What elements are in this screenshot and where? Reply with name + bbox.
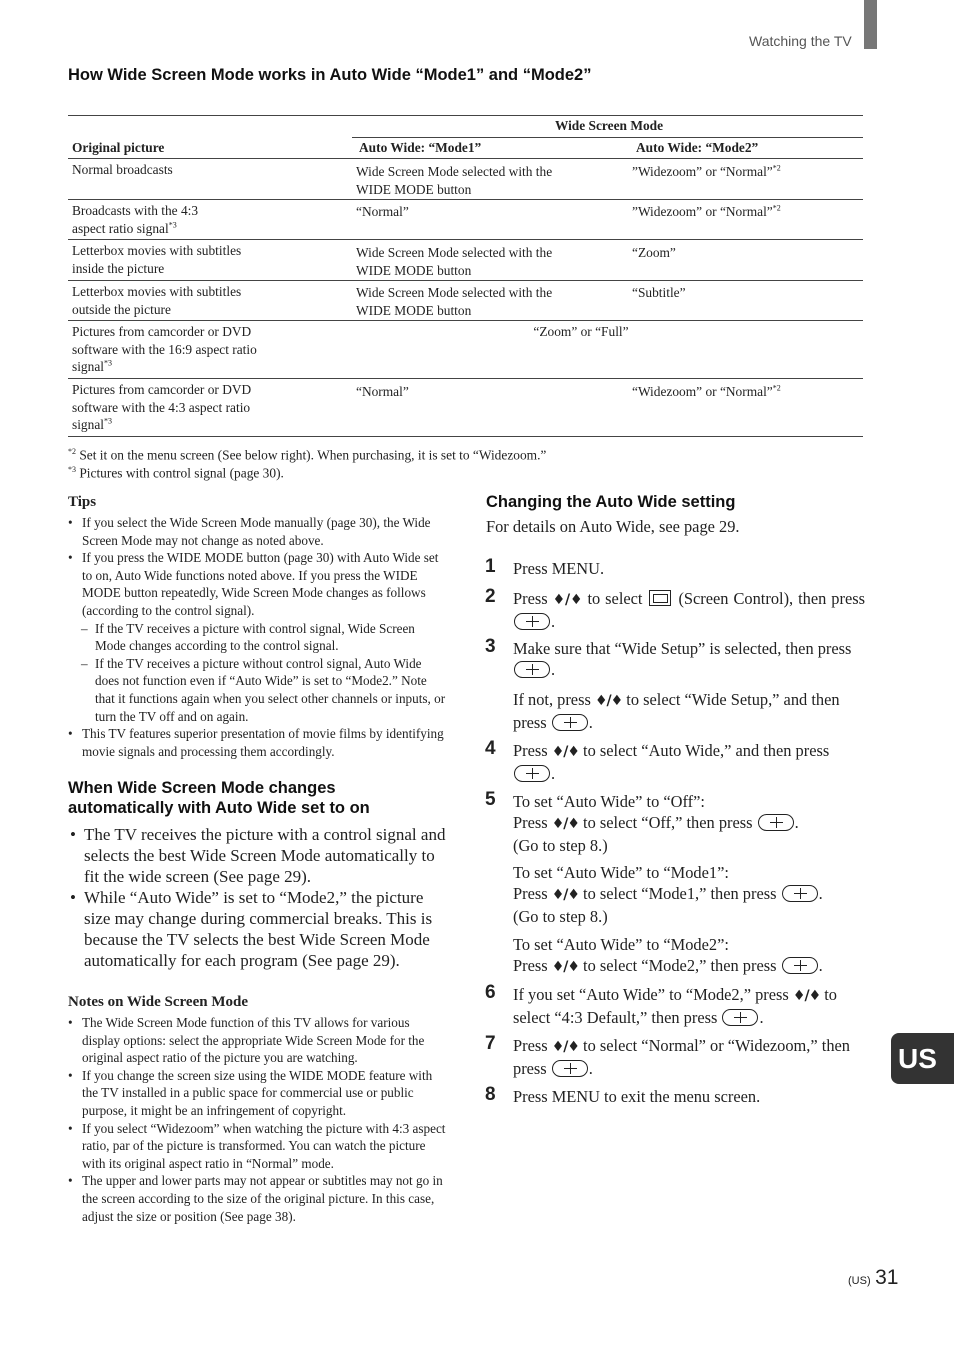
col-original: Original picture [72,140,165,155]
list-item: • The Wide Screen Mode function of this TV allows for various display options: select the appropriate Wide Screen Mode for the original aspect ratio of the picture you are watching. [68,1014,446,1067]
enter-button-icon [552,714,588,731]
step-number: 1 [485,556,496,577]
notes-heading: Notes on Wide Screen Mode [68,994,248,1010]
section-title: Watching the TV [749,33,852,49]
changing-heading: Changing the Auto Wide setting [486,493,736,511]
step-number: 7 [485,1033,496,1054]
table-rule [68,280,863,281]
row-mode1: Wide Screen Mode selected with the WIDE MODE button [356,164,553,197]
enter-button-icon [514,765,550,782]
col-mode1: Auto Wide: “Mode1” [359,140,482,155]
footnote: $^{*2}$ Set it on the menu screen (See below right). When purchasing, it is set to “Widezoom.” [68,447,547,463]
page-number: (US) 31 [848,1266,899,1289]
list-item: – If the TV receives a picture without control signal, Auto Wide does not function even if “Auto Wide” is set to “Mode2.” Note that it functions again when you select other channels or inputs, or turn the TV off and on again. [68,655,446,725]
step-number: 3 [485,636,496,657]
table-title: How Wide Screen Mode works in Auto Wide “Mode1” and “Mode2” [68,66,592,84]
step-number: 5 [485,789,496,810]
enter-button-icon [722,1009,758,1026]
row-original: Pictures from camcorder or DVD software with the 16:9 aspect ratio signal$^{*3}$ [72,324,257,374]
up-down-arrow-icon: ♦/♦ [551,887,579,903]
row-mode1: Wide Screen Mode selected with the WIDE MODE button [356,245,553,278]
row-original: Letterbox movies with subtitles outside the picture [72,284,242,317]
step-number: 8 [485,1084,496,1105]
header-bar [864,0,877,49]
table-rule [68,378,863,379]
row-original: Pictures from camcorder or DVD software with the 4:3 aspect ratio signal$^{*3}$ [72,382,252,432]
list-item: • If you select the Wide Screen Mode manually (page 30), the Wide Screen Mode may not change as noted above. [68,514,446,549]
row-mode2: “Widezoom” or “Normal”$^{*2}$ [632,383,781,399]
row-mode2: “Zoom” [632,245,676,260]
step-number: 2 [485,586,496,607]
up-down-arrow-icon: ♦/♦ [551,959,579,975]
step-5-mode1: To set “Auto Wide” to “Mode1”: Press ♦/♦ to select “Mode1,” then press . (Go to step 8.) [513,863,823,926]
step-3: Make sure that “Wide Setup” is selected, then press . [513,639,852,679]
row-mode1: “Normal” [356,204,409,219]
list-item: • This TV features superior presentation of movie films by identifying movie signals and processing them accordingly. [68,725,446,760]
row-original: Broadcasts with the 4:3 aspect ratio signal$^{*3}$ [72,203,199,236]
table-rule [68,239,863,240]
step-7: Press ♦/♦ to select “Normal” or “Widezoom,” then press . [513,1036,850,1078]
row-mode2: ”Widezoom” or “Normal”$^{*2}$ [632,203,781,219]
table-rule [68,320,863,321]
enter-button-icon [514,661,550,678]
table-rule [68,115,863,116]
step-4: Press ♦/♦ to select “Auto Wide,” and then press . [513,741,830,783]
step-1: Press MENU. [513,559,605,578]
enter-button-icon [782,957,818,974]
step-number: 6 [485,982,496,1003]
up-down-arrow-icon: ♦/♦ [552,592,583,608]
step-6: If you set “Auto Wide” to “Mode2,” press ♦/♦ to select “4:3 Default,” then press . [513,985,837,1027]
notes-list [68,1014,446,1225]
row-mode1: “Normal” [356,384,409,399]
list-item: • While “Auto Wide” is set to “Mode2,” the picture size may change during commercial breaks. This is because the TV selects the best Wide Screen Mode automatically for each program (See page 29). [68,887,448,971]
footnote: $^{*3}$ Pictures with control signal (page 30). [68,465,284,481]
row-merged: “Zoom” or “Full” [533,324,629,339]
up-down-arrow-icon: ♦/♦ [551,1039,579,1055]
auto-section-heading: When Wide Screen Mode changes automatically with Auto Wide set to on [68,779,370,817]
table-rule [68,158,863,159]
up-down-arrow-icon: ♦/♦ [792,988,821,1004]
tips-heading: Tips [68,494,97,510]
list-item: • The upper and lower parts may not appear or subtitles may not go in the screen according to the size of the original picture. In this case, adjust the size or position (See page 38). [68,1172,446,1225]
up-down-arrow-icon: ♦/♦ [551,816,579,832]
list-item: • If you change the screen size using the WIDE MODE feature with the TV installed in a public space for commercial use or public purpose, it might be an infringement of copyright. [68,1067,446,1120]
region-tab: US [891,1033,954,1084]
enter-button-icon [552,1060,588,1077]
group-header: Wide Screen Mode [554,118,664,133]
list-item: • If you select “Widezoom” when watching the picture with 4:3 aspect ratio, par of the picture is transformed. You can watch the picture with its original aspect ratio in “Normal” mode. [68,1120,446,1173]
col-mode2: Auto Wide: “Mode2” [636,140,759,155]
step-3-alt: If not, press ♦/♦ to select “Wide Setup,” and then press . [513,690,840,732]
tips-list [68,514,446,760]
step-8: Press MENU to exit the menu screen. [513,1087,761,1106]
row-original: Letterbox movies with subtitles inside the picture [72,243,242,276]
row-mode2: “Subtitle” [632,285,686,300]
table-rule [68,436,863,437]
auto-section-list [68,824,448,971]
list-item: • If you press the WIDE MODE button (page 30) with Auto Wide set to on, Auto Wide functions noted above. If you press the WIDE MODE button repeatedly, Wide Screen Mode changes as follows (according to the control signal). [68,549,446,619]
up-down-arrow-icon: ♦/♦ [594,693,623,709]
enter-button-icon [514,613,550,630]
step-5-mode2: To set “Auto Wide” to “Mode2”: Press ♦/♦ to select “Mode2,” then press . [513,935,823,975]
step-number: 4 [485,738,496,759]
step-5-off: To set “Auto Wide” to “Off”: Press ♦/♦ to select “Off,” then press . (Go to step 8.) [513,792,799,855]
table-rule [352,137,863,138]
row-original: Normal broadcasts [72,162,173,177]
step-2: Press ♦/♦ to select (Screen Control), then press . [513,589,865,631]
list-item: • The TV receives the picture with a control signal and selects the best Wide Screen Mode automatically to fit the wide screen (See page 29). [68,824,448,887]
enter-button-icon [782,885,818,902]
up-down-arrow-icon: ♦/♦ [551,744,579,760]
row-mode1: Wide Screen Mode selected with the WIDE MODE button [356,285,553,318]
enter-button-icon [758,814,794,831]
table-rule [68,199,863,200]
changing-intro: For details on Auto Wide, see page 29. [486,517,740,536]
screen-control-icon [649,590,671,606]
row-mode2: ”Widezoom” or “Normal”$^{*2}$ [632,163,781,179]
list-item: – If the TV receives a picture with control signal, Wide Screen Mode changes according to the control signal. [68,620,446,655]
